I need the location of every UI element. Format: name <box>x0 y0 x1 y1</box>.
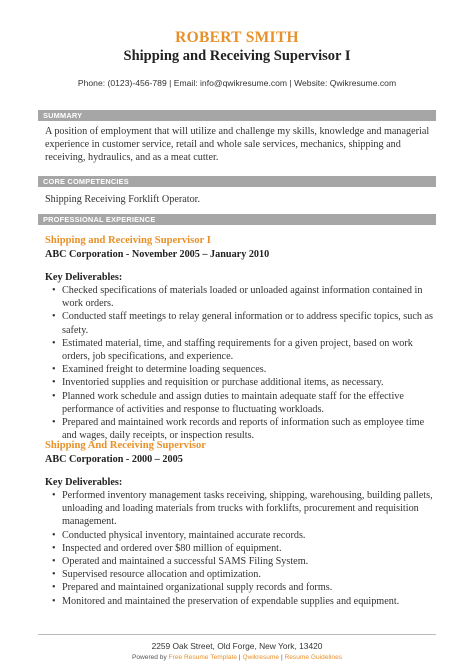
bullet-icon: • <box>52 529 56 541</box>
list-item <box>45 376 437 389</box>
list-item-text: Inspected and ordered over $80 million of equipment. <box>62 542 282 554</box>
list-item-text: Estimated material, time, and staffing requirements for a given project, based on work orders, job specifications, and experience. <box>62 337 413 363</box>
bullet-icon: • <box>52 490 56 501</box>
bullet-icon: • <box>52 285 56 296</box>
footer-links <box>0 654 474 661</box>
list-item-text: Performed inventory management tasks receiving, shipping, warehousing, building pallets, unloading and loading materials from trucks with forklifts, procurement and requisition management. <box>62 490 433 528</box>
list-item-text: Prepared and maintained work records and reports of information such as employee time and wages, daily receipts, or inspection results. <box>62 417 425 442</box>
core-competencies-text: Shipping Receiving Forklift Operator. <box>45 194 201 205</box>
bullet-icon: • <box>52 337 56 349</box>
summary-heading: SUMMARY <box>38 110 436 121</box>
bullet-icon: • <box>52 569 56 581</box>
footer-address: 2259 Oak Street, Old Forge, New York, 13420 <box>151 641 323 651</box>
bullet-icon: • <box>52 556 56 568</box>
summary-text: A position of employment that will utilize and challenge my skills, knowledge and managerial experience in customer service, retail and whole sale services, mechanics, shipping and receiving, hydraulics, and as a meat cutter. <box>45 126 430 164</box>
job-company-dates: ABC Corporation - November 2005 – January 2010 <box>45 249 270 260</box>
list-item <box>45 310 437 336</box>
list-item <box>45 595 437 608</box>
list-item-text: Operated and maintained a successful SAMS Filing System. <box>62 556 309 568</box>
footer-divider <box>38 634 436 635</box>
professional-experience-heading: PROFESSIONAL EXPERIENCE <box>38 214 436 225</box>
deliverables-list <box>45 489 437 608</box>
list-item-text: Planned work schedule and assign duties to maintain adequate staff for the effective performance of activities and response to fluctuating workloads. <box>62 390 404 415</box>
qwikresume-link[interactable]: Qwikresume <box>242 654 280 661</box>
list-item <box>45 529 437 542</box>
free-resume-template-link[interactable]: Free Resume Template <box>168 654 238 661</box>
list-item <box>45 390 437 416</box>
job-company-dates: ABC Corporation - 2000 – 2005 <box>45 454 183 465</box>
list-item <box>45 542 437 555</box>
contact-line: Phone: (0123)-456-789 | Email: info@qwikresume.com | Website: Qwikresume.com <box>77 78 397 88</box>
core-competencies-heading: CORE COMPETENCIES <box>38 176 436 187</box>
list-item-text: Supervised resource allocation and optimization. <box>62 569 261 581</box>
bullet-icon: • <box>52 311 56 323</box>
list-item <box>45 581 437 594</box>
job-title: Shipping and Receiving Supervisor I <box>45 235 211 246</box>
bullet-icon: • <box>52 582 56 594</box>
list-item <box>45 337 437 363</box>
candidate-name: ROBERT SMITH <box>175 29 299 46</box>
resume-guidelines-link[interactable]: Resume Guidelines <box>284 654 343 661</box>
footer-separator: | <box>280 654 283 661</box>
bullet-icon: • <box>52 390 56 402</box>
list-item <box>45 363 437 376</box>
bullet-icon: • <box>52 595 56 607</box>
key-deliverables-label: Key Deliverables: <box>45 477 123 488</box>
list-item <box>45 416 437 442</box>
list-item-text: Examined freight to determine loading sequences. <box>62 364 267 376</box>
list-item-text: Checked specifications of materials loaded or unloaded against information contained in work orders. <box>62 285 423 310</box>
list-item-text: Prepared and maintained organizational supply records and forms. <box>62 582 333 594</box>
footer-separator: | <box>238 654 241 661</box>
bullet-icon: • <box>52 417 56 429</box>
bullet-icon: • <box>52 377 56 389</box>
job-title: Shipping And Receiving Supervisor <box>45 440 207 451</box>
bullet-icon: • <box>52 542 56 554</box>
list-item-text: Conducted physical inventory, maintained accurate records. <box>62 529 306 541</box>
list-item <box>45 555 437 568</box>
list-item-text: Inventoried supplies and requisition or purchase additional items, as necessary. <box>62 377 384 389</box>
powered-by-text: Powered by <box>131 654 167 661</box>
list-item <box>45 568 437 581</box>
key-deliverables-label: Key Deliverables: <box>45 272 123 283</box>
bullet-icon: • <box>52 364 56 376</box>
list-item <box>45 284 437 310</box>
deliverables-list <box>45 284 437 442</box>
list-item-text: Conducted staff meetings to relay general information or to address specific topics, such as safety. <box>62 311 433 336</box>
candidate-title: Shipping and Receiving Supervisor I <box>123 48 351 64</box>
list-item <box>45 489 437 529</box>
list-item-text: Monitored and maintained the preservation of expendable supplies and equipment. <box>62 595 400 607</box>
